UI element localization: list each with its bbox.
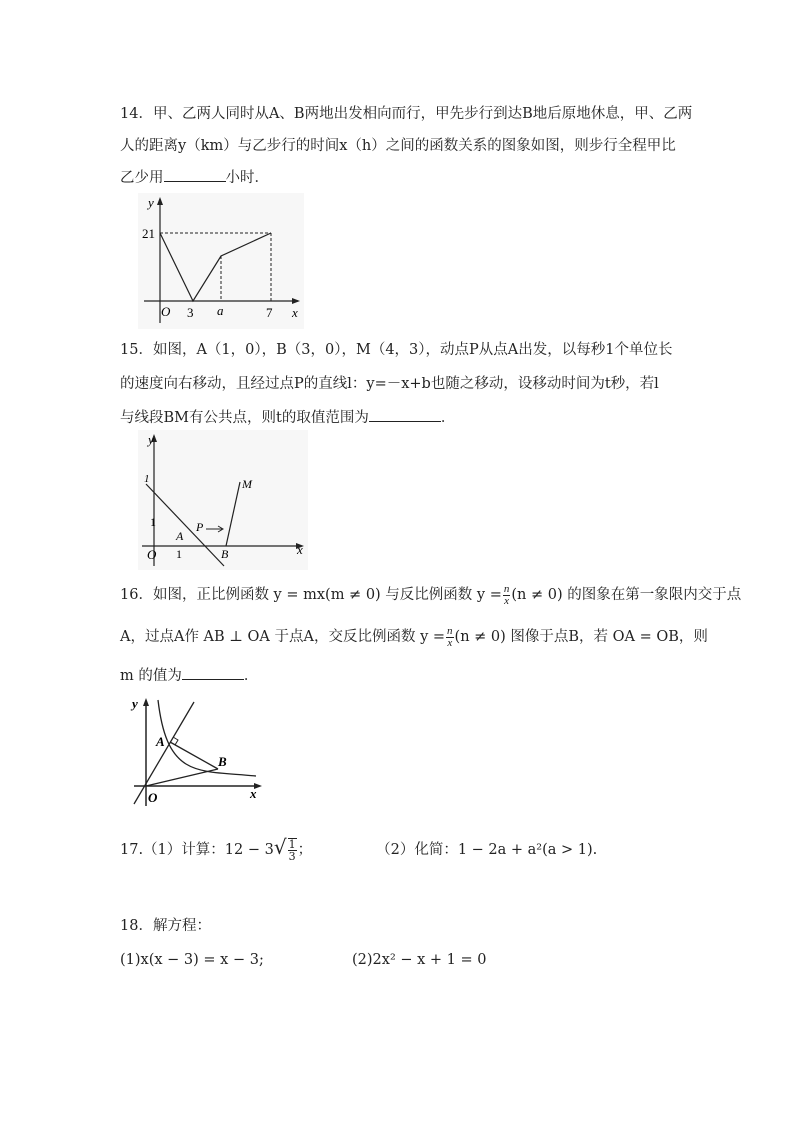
answer-blank[interactable] xyxy=(369,406,441,422)
q17-part1-suffix: ； xyxy=(297,842,313,858)
q14-y-label: y xyxy=(148,195,154,210)
q18-eq1: (1)x(x − 3) = x − 3; xyxy=(120,952,264,968)
fraction-n-over-x xyxy=(446,626,454,649)
q15-x-label: x xyxy=(297,542,303,557)
fraction-denominator: x xyxy=(447,636,453,649)
q17-part2: （2）化简：1 − 2a + a²(a > 1). xyxy=(376,842,598,858)
q16-line1-prefix: 16．如图，正比例函数 y = mx(m ≠ 0) 与反比例函数 y = xyxy=(120,587,502,603)
q16-origin: O xyxy=(148,790,158,805)
q16-point-a: A xyxy=(156,734,165,749)
q14-x-tick-a: a xyxy=(217,303,224,318)
q14-x-tick-7: 7 xyxy=(266,305,273,320)
q17-part1-prefix: 17.（1）计算：12 − 3 xyxy=(120,842,274,858)
q15-y-tick: 1 xyxy=(150,515,156,529)
q16-line3-suffix: ． xyxy=(243,668,259,684)
q16-line3 xyxy=(120,664,258,686)
q15-figure xyxy=(138,430,308,570)
fraction-numerator: n xyxy=(503,582,510,595)
q17-line xyxy=(120,834,597,863)
q14-x-tick-3: 3 xyxy=(187,305,194,320)
fraction-n-over-x xyxy=(503,584,511,607)
q15-line3-suffix: ． xyxy=(440,410,456,426)
q15-point-b: B xyxy=(221,547,229,561)
fraction-numerator: n xyxy=(447,624,453,637)
q15-x-tick: 1 xyxy=(176,547,182,561)
q15-line3 xyxy=(120,406,455,428)
q14-line3 xyxy=(120,166,269,188)
q15-point-a: A xyxy=(176,529,184,543)
q15-point-m: M xyxy=(242,477,252,491)
q16-figure xyxy=(126,694,270,808)
q16-line1-suffix: (n ≠ 0) 的图象在第一象限内交于点 xyxy=(511,587,742,603)
q16-point-b: B xyxy=(218,754,227,769)
q14-line3-prefix: 乙少用 xyxy=(120,170,164,186)
q16-line2-prefix: A，过点A作 AB ⊥ OA 于点A，交反比例函数 y = xyxy=(120,629,446,645)
q16-x-label: x xyxy=(250,786,257,801)
q14-line3-suffix: 小时． xyxy=(225,170,269,186)
q14-line1: 14．甲、乙两人同时从A、B两地出发相向而行，甲先步行到达B地后原地休息，甲、乙两 xyxy=(120,106,693,122)
q15-line-l-label: 1 xyxy=(144,473,150,485)
radicand-numerator: 1 xyxy=(288,838,296,851)
q16-line1 xyxy=(120,582,741,608)
q15-line1: 15．如图，A（1，0），B（3，0），M（4，3），动点P从点A出发，以每秒1个单位长 xyxy=(120,342,673,358)
q16-line3-prefix: m 的值为 xyxy=(120,668,182,684)
q16-y-label: y xyxy=(132,696,138,711)
q14-y-tick: 21 xyxy=(142,226,155,241)
q14-figure xyxy=(138,193,304,329)
answer-blank[interactable] xyxy=(164,166,226,182)
q14-origin: O xyxy=(161,304,171,319)
q18-eq2: (2)2x² − x + 1 = 0 xyxy=(352,952,487,968)
q14-x-label: x xyxy=(292,305,298,320)
q15-y-label: y xyxy=(148,432,154,447)
q16-line2-suffix: (n ≠ 0) 图像于点B，若 OA = OB，则 xyxy=(454,629,708,645)
q15-point-p: P xyxy=(196,520,204,534)
q14-line2: 人的距离y（km）与乙步行的时间x（h）之间的函数关系的图象如图，则步行全程甲比 xyxy=(120,138,676,154)
q18-title: 18．解方程： xyxy=(120,918,211,934)
q15-origin: O xyxy=(147,547,157,562)
fraction-denominator: x xyxy=(504,594,510,607)
q15-line2: 的速度向右移动，且经过点P的直线l：y=－x+b也随之移动，设移动时间为t秒，若l xyxy=(120,376,659,392)
answer-blank[interactable] xyxy=(182,664,244,680)
sqrt-sign: √ xyxy=(273,835,287,859)
q16-line2 xyxy=(120,624,708,650)
q15-line3-prefix: 与线段BM有公共点，则t的取值范围为 xyxy=(120,410,369,426)
radicand-denominator: 3 xyxy=(288,850,296,863)
sqrt-radicand-fraction xyxy=(288,838,297,862)
